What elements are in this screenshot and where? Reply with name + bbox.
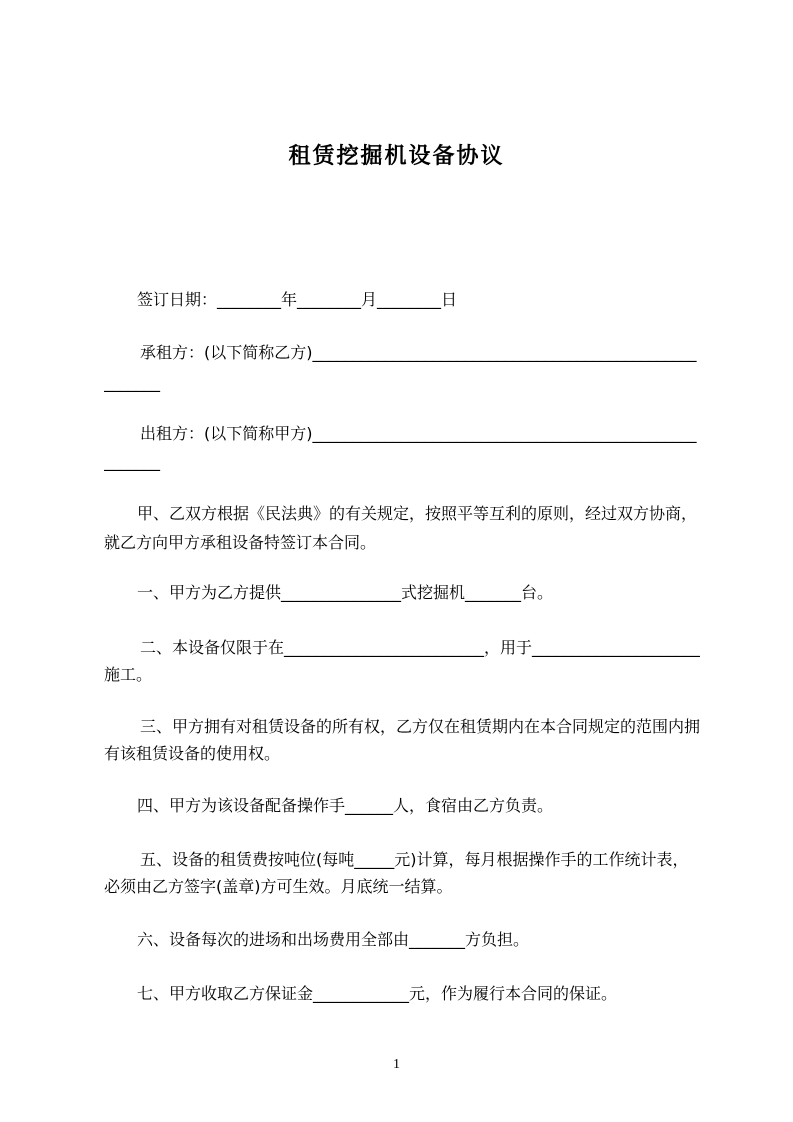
- clause-2-line: 二、本设备仅限于在_________________________，用于_____________________: [140, 638, 700, 657]
- lessor-line: 出租方：(以下简称甲方)________________________________________________: [140, 424, 697, 443]
- sign-date-line: 签订日期：________年________月________日: [137, 290, 458, 309]
- clause-7-line: 七、甲方收取乙方保证金____________元，作为履行本合同的保证。: [137, 984, 618, 1003]
- clause-2-line-continuation: 施工。: [104, 665, 153, 684]
- clause-3-line: 三、甲方拥有对租赁设备的所有权，乙方仅在租赁期内在本合同规定的范围内拥: [140, 717, 700, 736]
- clause-5-line: 五、设备的租赁费按吨位(每吨_____元)计算，每月根据操作手的工作统计表，: [140, 850, 689, 869]
- clause-4-line: 四、甲方为该设备配备操作手______人，食宿由乙方负责。: [137, 796, 554, 815]
- document-title: 租赁挖掘机设备协议: [288, 144, 505, 169]
- intro-paragraph-line: 甲、乙双方根据《民法典》的有关规定，按照平等互利的原则，经过双方协商，: [137, 504, 698, 523]
- lessee-line: 承租方：(以下简称乙方)________________________________________________: [140, 343, 697, 362]
- intro-paragraph-line: 就乙方向甲方承租设备特签订本合同。: [104, 533, 377, 552]
- lessor-line-continuation: _______: [104, 452, 160, 471]
- clause-1-line: 一、甲方为乙方提供_______________式挖掘机_______台。: [137, 583, 554, 602]
- page-number: 1: [393, 1057, 400, 1072]
- clause-5-line-continuation: 必须由乙方签字(盖章)方可生效。月底统一结算。: [104, 877, 453, 896]
- clause-6-line: 六、设备每次的进场和出场费用全部由_______方负担。: [137, 930, 530, 949]
- lessee-line-continuation: _______: [104, 373, 160, 392]
- clause-3-line-continuation: 有该租赁设备的使用权。: [104, 744, 281, 763]
